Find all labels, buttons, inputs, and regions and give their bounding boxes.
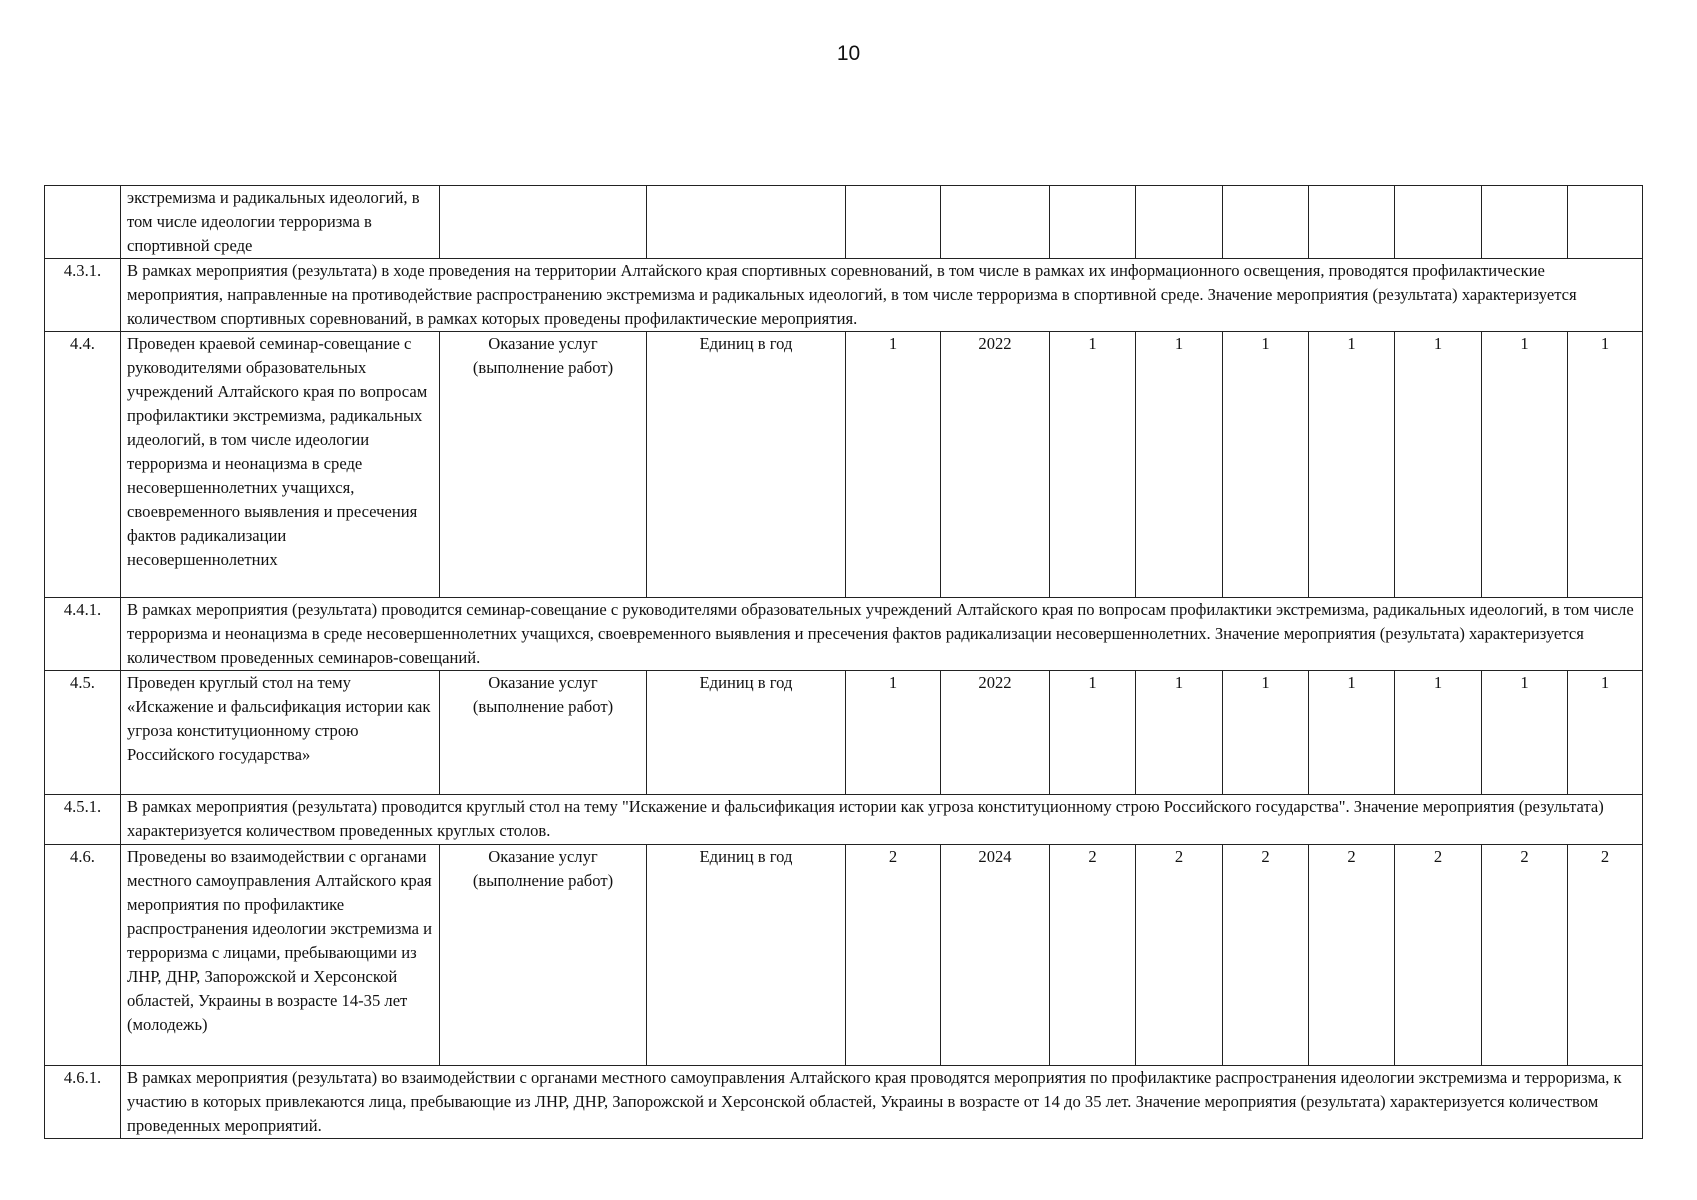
value-cell	[1050, 186, 1136, 259]
item-name: Проведен круглый стол на тему «Искажение и фальсификация истории как угроза конституционному строю Российского государства»	[121, 671, 440, 795]
item-name: экстремизма и радикальных идеологий, в том числе идеологии терроризма в спортивной среде	[127, 188, 420, 255]
item-name: Проведен краевой семинар-совещание с руководителями образовательных учреждений Алтайского края по вопросам профилактики экстремизма, радикальных идеологий, в том числе идеологии терроризма и неонацизма в среде несовершеннолетних учащихся, своевременного выявления и пресечения фактов радикализации несовершеннолетних	[121, 332, 440, 598]
year-value: 2	[1223, 845, 1309, 1066]
row-number: 4.5.	[45, 671, 121, 795]
row-description: В рамках мероприятия (результата) проводится семинар-совещание с руководителями образовательных учреждений Алтайского края по вопросам профилактики экстремизма, радикальных идеологий, в том числе терроризма и неонацизма в среде несовершеннолетних учащихся, своевременного выявления и пресечения фактов радикализации несовершеннолетних. Значение мероприятия (результата) характеризуется количеством проведенных семинаров-совещаний.	[121, 598, 1643, 671]
item-unit: Единиц в год	[647, 332, 846, 598]
type-cell	[440, 186, 647, 259]
year-value: 1	[1136, 671, 1223, 795]
table-row-continuation	[45, 186, 1643, 259]
row-description: В рамках мероприятия (результата) в ходе проведения на территории Алтайского края спортивных соревнований, в том числе в рамках их информационного освещения, проводятся профилактические мероприятия, направленные на противодействие распространению экстремизма и радикальных идеологий, в том числе терроризма в спортивной среде. Значение мероприятия (результата) характеризуется количеством спортивных соревнований, в рамках которых проведены профилактические мероприятия.	[121, 259, 1643, 332]
row-number: 4.6.	[45, 845, 121, 1066]
year-value: 2	[1136, 845, 1223, 1066]
row-number-cell	[45, 186, 121, 259]
row-number: 4.4.1.	[45, 598, 121, 671]
row-description: В рамках мероприятия (результата) проводится круглый стол на тему "Искажение и фальсификация истории как угроза конституционному строю Российского государства". Значение мероприятия (результата) характеризуется количеством проведенных круглых столов.	[121, 795, 1643, 845]
row-number: 4.3.1.	[45, 259, 121, 332]
year-value: 1	[1136, 332, 1223, 598]
base-year: 2022	[941, 671, 1050, 795]
table-row-description	[45, 598, 1643, 671]
item-name: Проведены во взаимодействии с органами местного самоуправления Алтайского края мероприятия по профилактике распространения идеологии экстремизма и терроризма с лицами, пребывающими из ЛНР, ДНР, Запорожской и Херсонской областей, Украины в возрасте 14-35 лет (молодежь)	[121, 845, 440, 1066]
page-number: 10	[836, 42, 861, 65]
year-value: 1	[1050, 671, 1136, 795]
value-cell	[1309, 186, 1395, 259]
base-value-cell	[846, 186, 941, 259]
year-value: 1	[1050, 332, 1136, 598]
row-number: 4.6.1.	[45, 1066, 121, 1139]
results-table	[44, 185, 1643, 1139]
base-year: 2024	[941, 845, 1050, 1066]
table-row-description	[45, 259, 1643, 332]
table-row-description	[45, 795, 1643, 845]
year-value: 1	[1223, 671, 1309, 795]
year-value: 1	[1568, 671, 1643, 795]
year-value: 1	[1309, 332, 1395, 598]
base-year: 2022	[941, 332, 1050, 598]
value-cell	[1568, 186, 1643, 259]
table-row-item	[45, 845, 1643, 1066]
base-value: 1	[846, 332, 941, 598]
row-number: 4.4.	[45, 332, 121, 598]
year-value: 2	[1309, 845, 1395, 1066]
item-type: Оказание услуг (выполнение работ)	[440, 332, 647, 598]
item-name-cell	[121, 186, 440, 259]
year-value: 1	[1309, 671, 1395, 795]
base-value: 1	[846, 671, 941, 795]
value-cell	[1395, 186, 1482, 259]
base-year-cell	[941, 186, 1050, 259]
year-value: 1	[1482, 671, 1568, 795]
value-cell	[1223, 186, 1309, 259]
year-value: 2	[1568, 845, 1643, 1066]
unit-cell	[647, 186, 846, 259]
value-cell	[1136, 186, 1223, 259]
row-number: 4.5.1.	[45, 795, 121, 845]
table-row-description	[45, 1066, 1643, 1139]
year-value: 2	[1482, 845, 1568, 1066]
row-description: В рамках мероприятия (результата) во взаимодействии с органами местного самоуправления Алтайского края проводятся мероприятия по профилактике распространения идеологии экстремизма и терроризма, к участию в которых привлекаются лица, пребывающие из ЛНР, ДНР, Запорожской и Херсонской областей, Украины в возрасте от 14 до 35 лет. Значение мероприятия (результата) характеризуется количеством проведенных мероприятий.	[121, 1066, 1643, 1139]
year-value: 1	[1223, 332, 1309, 598]
year-value: 1	[1395, 671, 1482, 795]
year-value: 1	[1482, 332, 1568, 598]
item-unit: Единиц в год	[647, 671, 846, 795]
year-value: 2	[1395, 845, 1482, 1066]
year-value: 1	[1395, 332, 1482, 598]
table-row-item	[45, 332, 1643, 598]
item-type: Оказание услуг (выполнение работ)	[440, 845, 647, 1066]
item-unit: Единиц в год	[647, 845, 846, 1066]
value-cell	[1482, 186, 1568, 259]
item-type: Оказание услуг (выполнение работ)	[440, 671, 647, 795]
table-row-item	[45, 671, 1643, 795]
year-value: 2	[1050, 845, 1136, 1066]
year-value: 1	[1568, 332, 1643, 598]
base-value: 2	[846, 845, 941, 1066]
